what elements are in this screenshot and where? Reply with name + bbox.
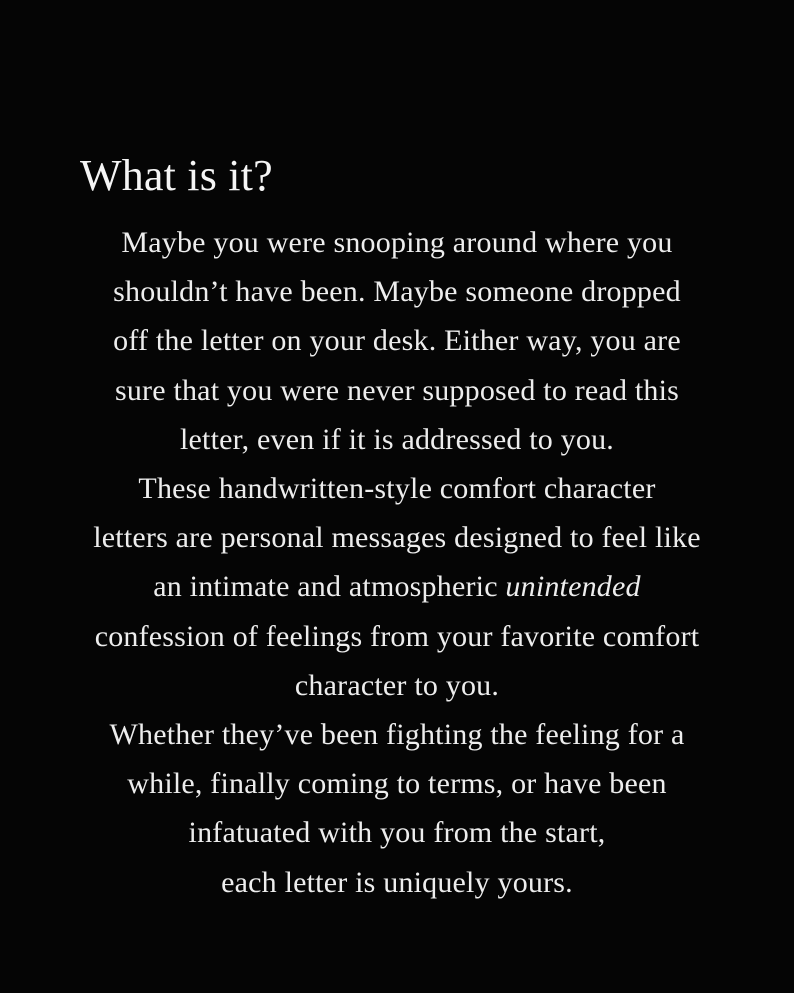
text-line: infatuated with you from the start,: [188, 816, 606, 850]
text-line: These handwritten-style comfort character: [138, 472, 656, 506]
page-title: What is it?: [80, 151, 273, 200]
text-line: shouldn’t have been. Maybe someone dropped: [113, 275, 681, 309]
text-line: Whether they’ve been fighting the feeling for a: [109, 718, 685, 752]
text-line: off the letter on your desk. Either way, you are: [113, 324, 681, 358]
text-line: confession of feelings from your favorite comfort: [94, 619, 700, 653]
text-line: while, finally coming to terms, or have been: [127, 767, 667, 801]
text-line: Maybe you were snooping around where you: [121, 226, 673, 259]
text-segment: an intimate and atmospheric: [153, 570, 498, 604]
text-line: letter, even if it is addressed to you.: [180, 422, 614, 456]
text-line-mixed: [50, 562, 744, 611]
text-line: sure that you were never supposed to read this: [114, 373, 680, 407]
text-line: letters are personal messages designed to feel like: [93, 521, 701, 555]
text-line: each letter is uniquely yours.: [221, 865, 573, 899]
emphasis-text: unintended: [505, 570, 641, 604]
description-text: [50, 218, 744, 907]
text-line: character to you.: [294, 668, 500, 702]
